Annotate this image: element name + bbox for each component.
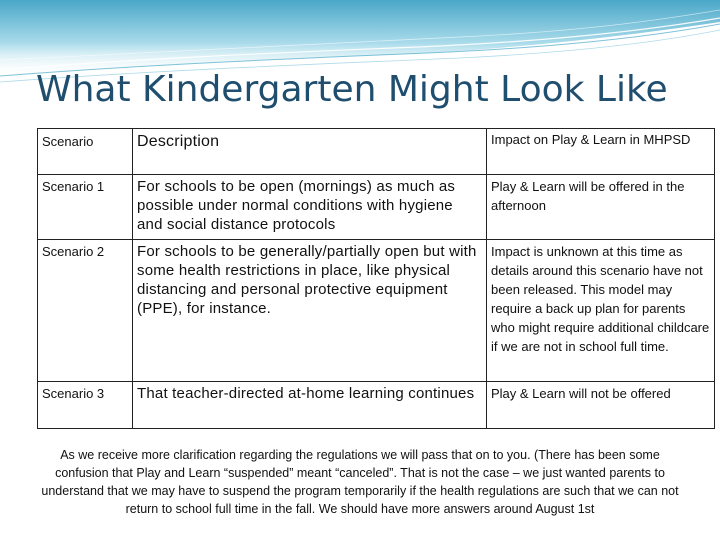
footer-note: As we receive more clarification regarding the regulations we will pass that on to you. (There has been some confusion that Play and Learn “suspended” meant “canceled”. That is not the case – we just wanted parents to understand that we may have to suspend the program temporarily if the health regulations are such that we can not return to school full time in the fall. We should have more answers around August 1st [41, 448, 679, 516]
description-cell: For schools to be generally/partially open but with some health restrictions in place, like physical distancing and personal protective equipment (PPE), for instance. [133, 240, 487, 382]
scenario-cell: Scenario 1 [38, 175, 133, 240]
table-row [38, 240, 715, 382]
description-cell: For schools to be open (mornings) as much as possible under normal conditions with hygiene and social distance protocols [133, 175, 487, 240]
description-cell: That teacher-directed at-home learning continues [133, 382, 487, 429]
impact-cell: Impact is unknown at this time as details around this scenario have not been released. This model may require a back up plan for parents who might require additional childcare if we are not in school full time. [487, 240, 715, 382]
scenario-cell: Scenario 3 [38, 382, 133, 429]
impact-cell: Play & Learn will be offered in the afternoon [487, 175, 715, 240]
slide-title: What Kindergarten Might Look Like [36, 69, 668, 110]
table-row [38, 175, 715, 240]
table-row [38, 382, 715, 429]
table-header-row [38, 129, 715, 175]
scenario-table [37, 128, 715, 429]
scenario-cell: Scenario 2 [38, 240, 133, 382]
impact-cell: Play & Learn will not be offered [487, 382, 715, 429]
header-description: Description [133, 129, 487, 175]
header-impact: Impact on Play & Learn in MHPSD [487, 129, 715, 175]
header-scenario: Scenario [38, 129, 133, 175]
